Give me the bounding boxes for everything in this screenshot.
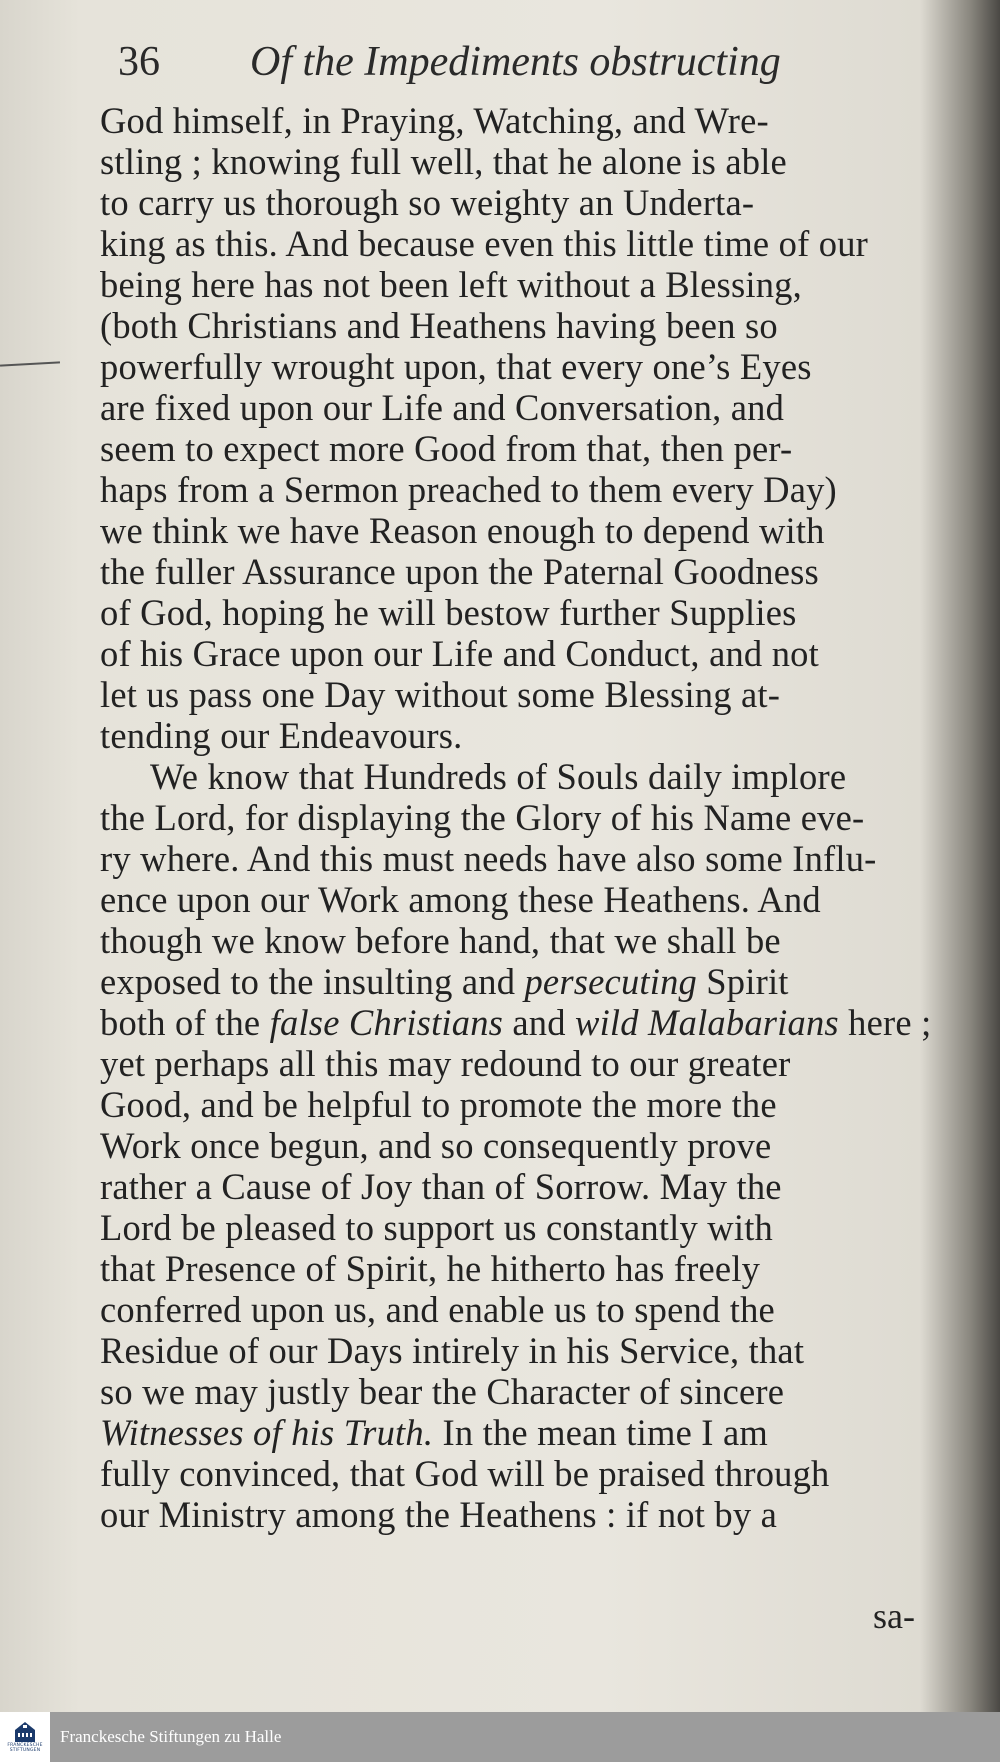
text-run: seem to expect more Good from that, then per- — [100, 428, 793, 469]
text-run: the Lord, for displaying the Glory of his Name eve- — [100, 797, 865, 838]
page-number: 36 — [118, 39, 160, 85]
text-run: powerfully wrought upon, that every one’s Eyes — [100, 346, 812, 387]
text-line — [100, 223, 966, 264]
text-line — [100, 838, 966, 879]
text-line — [100, 1412, 966, 1453]
text-run: conferred upon us, and enable us to spend the — [100, 1289, 775, 1330]
text-run: God himself, in Praying, Watching, and Wre- — [100, 100, 769, 141]
italic-text: false Christians — [269, 1002, 504, 1043]
logo-text: FRANCKESCHE STIFTUNGEN — [7, 1743, 43, 1753]
text-run: our Ministry among the Heathens : if not by a — [100, 1494, 778, 1535]
text-line — [100, 1125, 966, 1166]
text-run: both of the — [100, 1002, 270, 1043]
text-run: yet perhaps all this may redound to our greater — [100, 1043, 791, 1084]
text-run: of God, hoping he will bestow further Supplies — [100, 592, 797, 633]
text-line — [100, 1207, 966, 1248]
italic-text: wild Malabarians — [575, 1002, 839, 1043]
text-run: rather a Cause of Joy than of Sorrow. May the — [100, 1166, 782, 1207]
running-title: Of the Impediments obstructing — [250, 39, 781, 85]
text-line — [100, 1453, 966, 1494]
text-line — [100, 1494, 966, 1535]
text-run: being here has not been left without a Blessing, — [100, 264, 802, 305]
text-line — [100, 1289, 966, 1330]
margin-mark — [0, 361, 60, 366]
text-run: and — [503, 1002, 576, 1043]
text-run: king as this. And because even this little time of our — [100, 223, 869, 264]
building-icon — [13, 1721, 37, 1743]
text-line — [100, 428, 966, 469]
italic-text: persecuting — [524, 961, 697, 1002]
text-run: are fixed upon our Life and Conversation, and — [100, 387, 785, 428]
text-line — [100, 674, 966, 715]
text-line — [100, 346, 966, 387]
text-line — [100, 387, 966, 428]
text-run: fully convinced, that God will be praised through — [100, 1453, 830, 1494]
text-line — [100, 920, 966, 961]
text-run: Work once begun, and so consequently prove — [100, 1125, 772, 1166]
text-run: let us pass one Day without some Blessing at- — [100, 674, 781, 715]
text-line — [100, 551, 966, 592]
text-run: tending our Endeavours. — [100, 715, 463, 756]
text-run: so we may justly bear the Character of sincere — [100, 1371, 785, 1412]
text-line — [100, 510, 966, 551]
text-line — [100, 1166, 966, 1207]
text-line — [100, 756, 966, 797]
text-line — [100, 141, 966, 182]
text-run: though we know before hand, that we shall be — [100, 920, 781, 961]
running-header — [118, 38, 878, 86]
text-line — [100, 1043, 966, 1084]
text-line — [100, 1002, 966, 1043]
text-line — [100, 961, 966, 1002]
text-line — [100, 1248, 966, 1289]
institution-logo — [0, 1712, 50, 1762]
text-line — [100, 879, 966, 920]
text-line — [100, 715, 966, 756]
text-run: exposed to the insulting and — [100, 961, 525, 1002]
catchword: sa- — [873, 1596, 915, 1636]
text-line — [100, 592, 966, 633]
text-run: haps from a Sermon preached to them every Day) — [100, 469, 837, 510]
text-line — [100, 469, 966, 510]
text-line — [100, 305, 966, 346]
text-run: to carry us thorough so weighty an Underta- — [100, 182, 755, 223]
text-line — [100, 182, 966, 223]
text-line — [100, 264, 966, 305]
text-line — [100, 100, 966, 141]
text-run: Lord be pleased to support us constantly with — [100, 1207, 773, 1248]
text-run: In the mean time I am — [433, 1412, 768, 1453]
text-run: the fuller Assurance upon the Paternal Goodness — [100, 551, 819, 592]
text-line — [100, 1084, 966, 1125]
text-run: that Presence of Spirit, he hitherto has freely — [100, 1248, 761, 1289]
text-line — [100, 633, 966, 674]
text-line — [100, 797, 966, 838]
text-run: Spirit — [696, 961, 789, 1002]
footer-bar — [0, 1712, 1000, 1762]
text-run: We know that Hundreds of Souls daily implore — [150, 756, 847, 797]
text-run: ence upon our Work among these Heathens. And — [100, 879, 821, 920]
text-run: Residue of our Days intirely in his Service, that — [100, 1330, 805, 1371]
text-run: Good, and be helpful to promote the more the — [100, 1084, 777, 1125]
text-run: we think we have Reason enough to depend with — [100, 510, 825, 551]
text-run: ry where. And this must needs have also some Influ- — [100, 838, 877, 879]
text-run: here ; — [838, 1002, 932, 1043]
text-run: (both Christians and Heathens having been so — [100, 305, 778, 346]
text-line — [100, 1371, 966, 1412]
text-run: of his Grace upon our Life and Conduct, and not — [100, 633, 819, 674]
text-line — [100, 1330, 966, 1371]
text-run: stling ; knowing full well, that he alone is able — [100, 141, 787, 182]
body-text — [100, 100, 966, 1535]
footer-label: Franckesche Stiftungen zu Halle — [60, 1727, 282, 1746]
italic-text: Witnesses of his Truth. — [100, 1412, 434, 1453]
